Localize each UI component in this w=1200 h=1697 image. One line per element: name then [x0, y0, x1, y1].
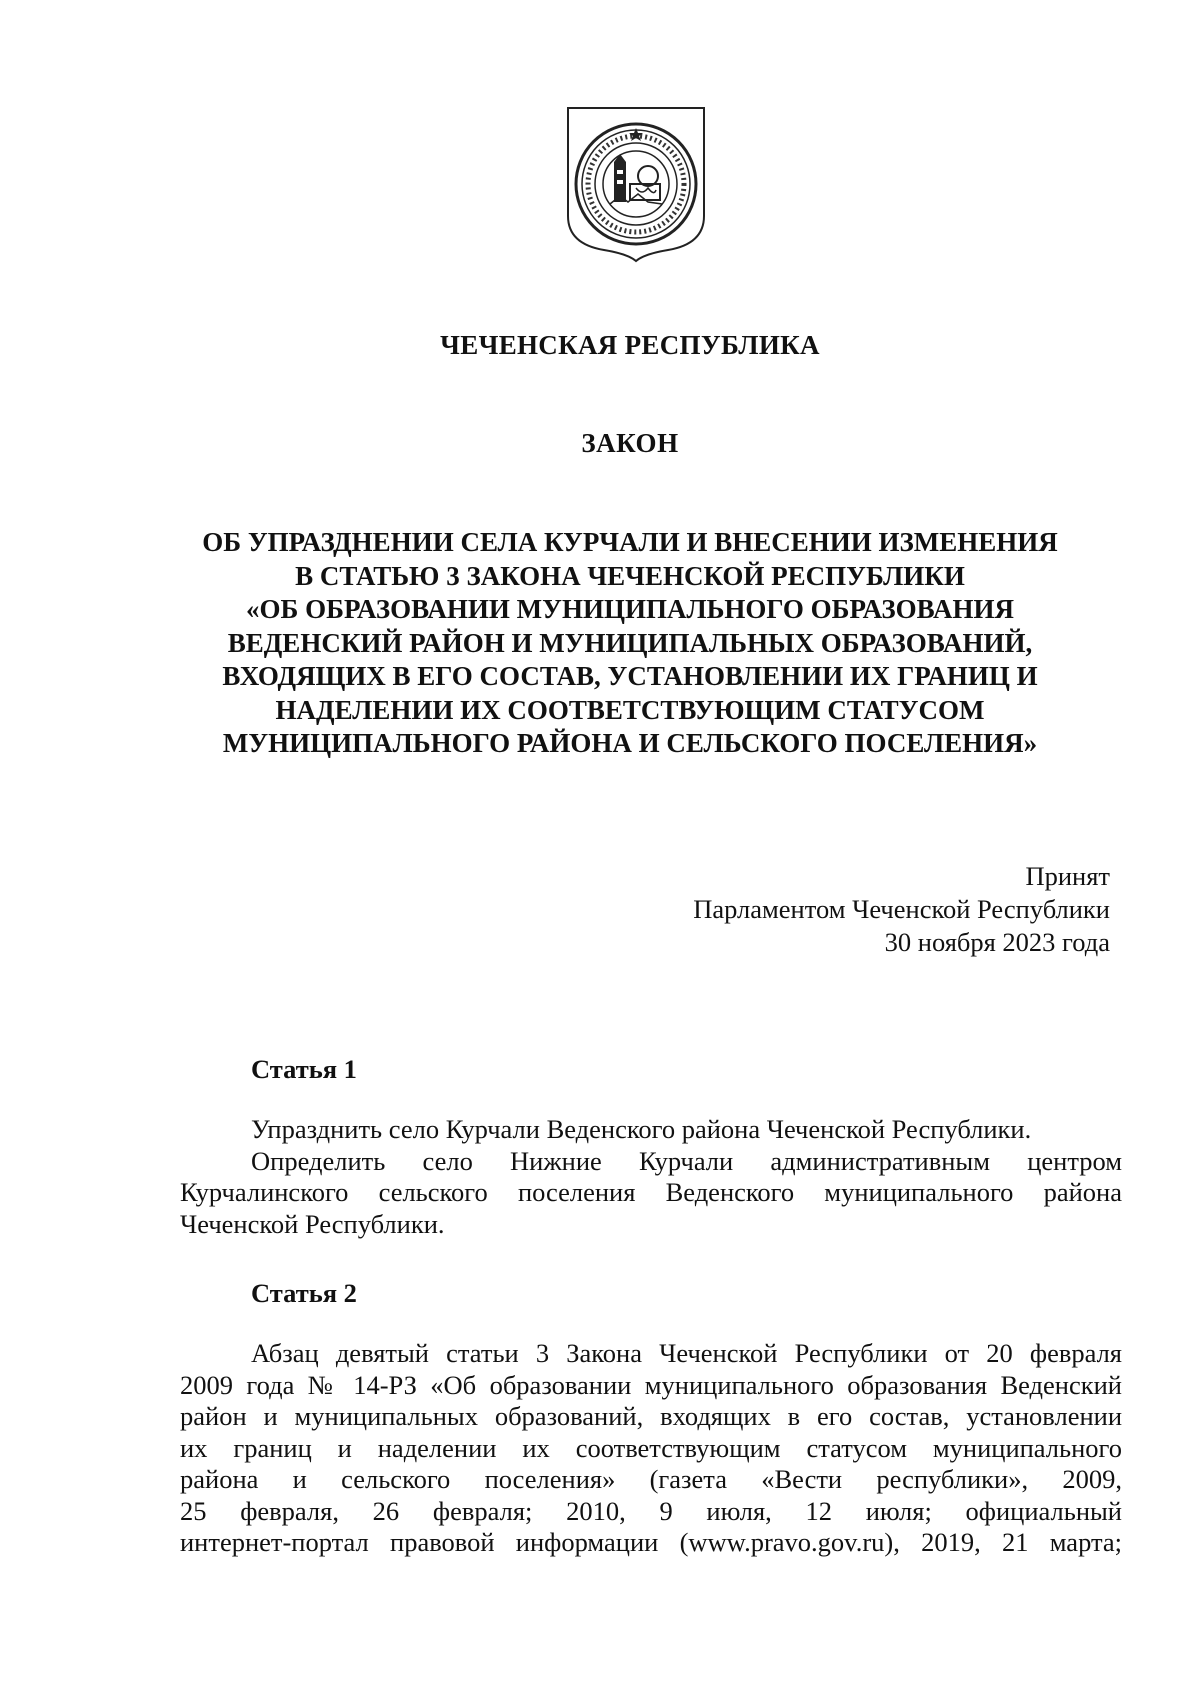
text-line: Абзац девятый статьи 3 Закона Чеченской Республики от 20 февраля: [251, 1338, 1122, 1368]
article-2-heading: Статья 2: [251, 1278, 357, 1308]
article-1-text: [180, 1114, 1122, 1240]
adoption-block: [693, 860, 1110, 959]
adoption-date: 30 ноября 2023 года: [884, 927, 1110, 957]
text-line: Упразднить село Курчали Веденского района Чеченской Республики.: [251, 1114, 1032, 1144]
text-line: Определить село Нижние Курчали административным центром: [251, 1145, 1122, 1176]
text-line: района и сельского поселения» (газета «Вести республики», 2009,: [180, 1464, 1122, 1494]
text-line: 25 февраля, 26 февраля; 2010, 9 июля, 12 июля; официальный: [180, 1495, 1122, 1526]
adoption-status: Принят: [1025, 861, 1110, 891]
law-title-line: НАДЕЛЕНИИ ИХ СООТВЕТСТВУЮЩИМ СТАТУСОМ: [275, 694, 985, 725]
text-line: район и муниципальных образований, входящих в его состав, установлении: [180, 1401, 1122, 1431]
law-title-line: ВЕДЕНСКИЙ РАЙОН И МУНИЦИПАЛЬНЫХ ОБРАЗОВАНИЙ,: [227, 627, 1033, 658]
text-line: Курчалинского сельского поселения Веденского муниципального района: [180, 1177, 1122, 1207]
text-line: 2009 года № 14-РЗ «Об образовании муниципального образования Веденский: [180, 1369, 1122, 1400]
article-2-text: [180, 1338, 1122, 1559]
law-title-line: ВХОДЯЩИХ В ЕГО СОСТАВ, УСТАНОВЛЕНИИ ИХ ГРАНИЦ И: [222, 661, 1038, 691]
law-title-line: МУНИЦИПАЛЬНОГО РАЙОНА И СЕЛЬСКОГО ПОСЕЛЕНИЯ»: [222, 728, 1038, 758]
text-line: их границ и наделении их соответствующим статусом муниципального: [180, 1432, 1122, 1463]
law-title-line: В СТАТЬЮ 3 ЗАКОНА ЧЕЧЕНСКОЙ РЕСПУБЛИКИ: [295, 560, 965, 591]
law-label: ЗАКОН: [581, 428, 679, 458]
adoption-body: Парламентом Чеченской Республики: [693, 894, 1110, 924]
coat-of-arms-emblem-icon: [564, 104, 708, 264]
law-title-line: «ОБ ОБРАЗОВАНИИ МУНИЦИПАЛЬНОГО ОБРАЗОВАНИЯ: [246, 594, 1014, 624]
law-title-line: ОБ УПРАЗДНЕНИИ СЕЛА КУРЧАЛИ И ВНЕСЕНИИ ИЗМЕНЕНИЯ: [202, 527, 1058, 557]
law-title: [150, 526, 1110, 761]
text-line: Чеченской Республики.: [180, 1208, 445, 1239]
republic-name: ЧЕЧЕНСКАЯ РЕСПУБЛИКА: [440, 330, 820, 360]
text-line: интернет-портал правовой информации (www.pravo.gov.ru), 2019, 21 марта;: [180, 1527, 1122, 1557]
article-1-heading: Статья 1: [251, 1054, 357, 1084]
